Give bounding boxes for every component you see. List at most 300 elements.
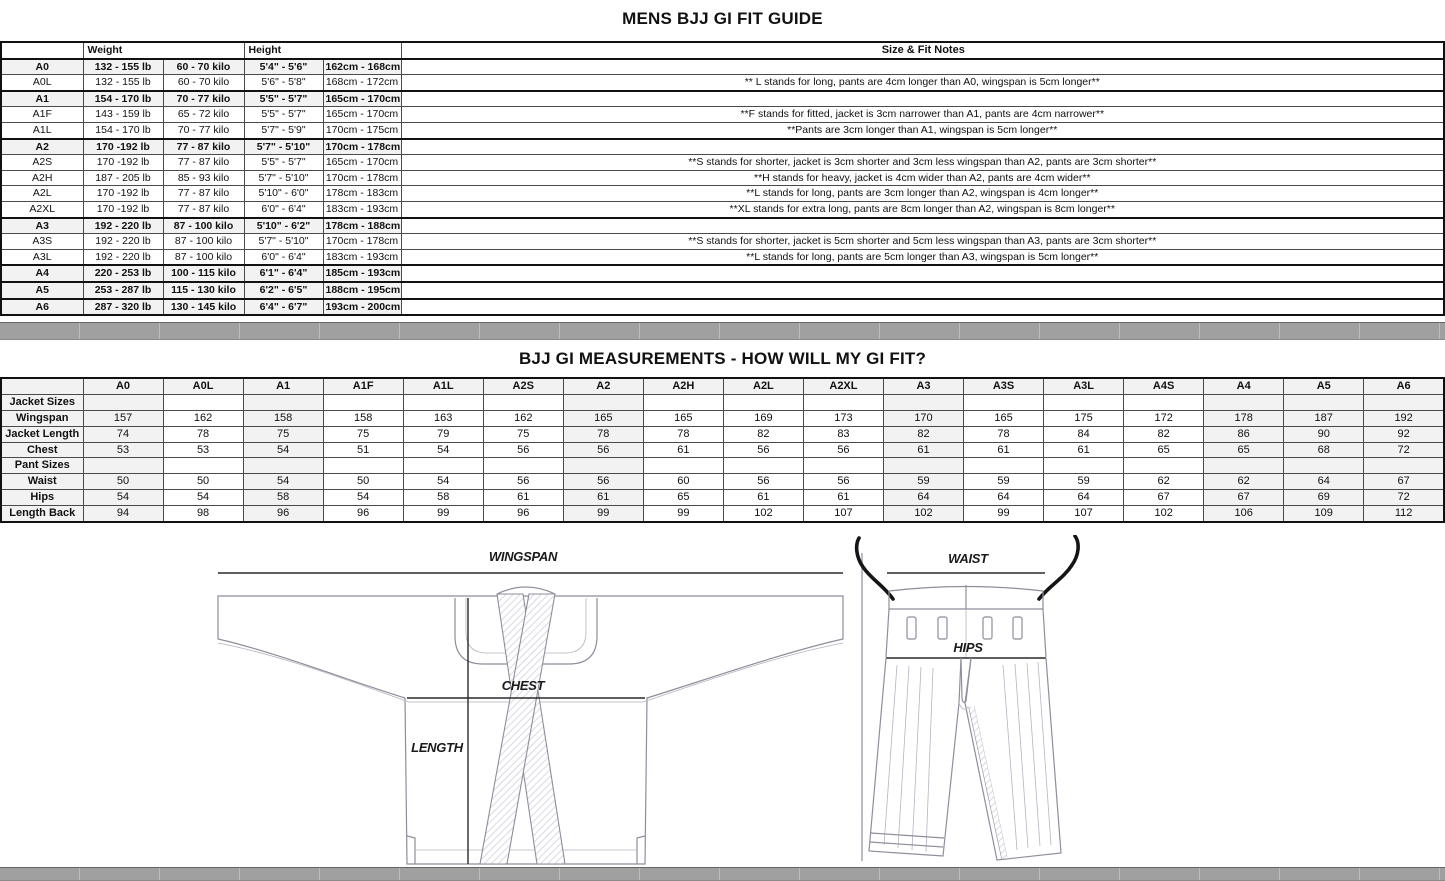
measure-cell — [643, 394, 723, 410]
size-column-header: A2L — [723, 378, 803, 394]
fit-cell-note — [401, 59, 1444, 75]
fit-guide-row — [1, 107, 1444, 123]
gi-jacket-diagram — [185, 540, 855, 870]
fit-guide-row — [1, 282, 1444, 299]
measure-cell: 84 — [1044, 426, 1124, 442]
fit-guide-row — [1, 299, 1444, 316]
fit-cell-cm: 185cm - 193cm — [323, 265, 401, 282]
fit-cell-cm: 178cm - 188cm — [323, 218, 401, 234]
measure-cell — [403, 458, 483, 474]
fit-cell-size: A2H — [1, 170, 83, 186]
measure-cell: 75 — [323, 426, 403, 442]
measure-cell: 65 — [643, 490, 723, 506]
measure-cell: 61 — [483, 490, 563, 506]
fit-cell-note — [401, 91, 1444, 107]
fit-cell-lb: 253 - 287 lb — [83, 282, 163, 299]
measure-cell — [163, 394, 243, 410]
size-column-header: A4 — [1204, 378, 1284, 394]
fit-cell-cm: 183cm - 193cm — [323, 249, 401, 265]
size-column-header: A4S — [1124, 378, 1204, 394]
measure-cell — [1044, 394, 1124, 410]
measure-cell: 96 — [323, 506, 403, 522]
fit-cell-cm: 162cm - 168cm — [323, 59, 401, 75]
right-leg-outline — [965, 658, 1061, 860]
fit-cell-note — [401, 282, 1444, 299]
notes-header: Size & Fit Notes — [401, 42, 1444, 59]
measure-row-label: Wingspan — [1, 410, 83, 426]
fit-cell-note: **L stands for long, pants are 3cm longer than A2, wingspan is 4cm longer** — [401, 186, 1444, 202]
measure-cell: 74 — [83, 426, 163, 442]
measure-cell: 62 — [1124, 474, 1204, 490]
measure-cell: 106 — [1204, 506, 1284, 522]
measure-cell: 112 — [1364, 506, 1444, 522]
measure-cell: 96 — [483, 506, 563, 522]
fit-cell-ft: 6'0" - 6'4" — [244, 201, 323, 217]
measure-cell — [883, 394, 963, 410]
fit-cell-cm: 168cm - 172cm — [323, 75, 401, 91]
fit-cell-cm: 188cm - 195cm — [323, 282, 401, 299]
measure-section-row — [1, 458, 1444, 474]
fit-cell-size: A0L — [1, 75, 83, 91]
measure-cell: 54 — [403, 442, 483, 458]
measure-cell: 165 — [964, 410, 1044, 426]
measure-cell: 173 — [803, 410, 883, 426]
measure-row — [1, 506, 1444, 522]
fit-cell-kilo: 77 - 87 kilo — [163, 201, 244, 217]
measure-cell: 60 — [643, 474, 723, 490]
measure-cell: 99 — [563, 506, 643, 522]
measure-cell — [323, 458, 403, 474]
measure-cell — [403, 394, 483, 410]
measure-cell: 59 — [883, 474, 963, 490]
fit-cell-size: A3S — [1, 234, 83, 250]
measure-cell: 62 — [1204, 474, 1284, 490]
measure-cell: 102 — [1124, 506, 1204, 522]
measure-cell: 61 — [883, 442, 963, 458]
measure-cell — [243, 394, 323, 410]
measure-cell: 56 — [723, 442, 803, 458]
fit-cell-size: A2L — [1, 186, 83, 202]
fit-cell-size: A3L — [1, 249, 83, 265]
size-column-header: A1F — [323, 378, 403, 394]
measure-cell: 54 — [403, 474, 483, 490]
measure-cell: 67 — [1364, 474, 1444, 490]
fit-guide-row — [1, 75, 1444, 91]
size-column-header: A1 — [243, 378, 323, 394]
fit-cell-ft: 5'5" - 5'7" — [244, 107, 323, 123]
fit-cell-ft: 5'5" - 5'7" — [244, 91, 323, 107]
measure-cell: 56 — [723, 474, 803, 490]
measure-cell: 56 — [483, 474, 563, 490]
measure-cell — [1124, 458, 1204, 474]
fit-cell-ft: 5'7" - 5'10" — [244, 234, 323, 250]
measure-cell — [723, 458, 803, 474]
size-column-header: A2H — [643, 378, 723, 394]
fit-cell-kilo: 77 - 87 kilo — [163, 139, 244, 155]
fit-cell-lb: 192 - 220 lb — [83, 234, 163, 250]
measurements-table — [0, 377, 1445, 523]
measure-row — [1, 474, 1444, 490]
measure-cell: 65 — [1204, 442, 1284, 458]
measure-cell: 78 — [563, 426, 643, 442]
fit-guide-row — [1, 170, 1444, 186]
fit-guide-row — [1, 249, 1444, 265]
fit-cell-kilo: 85 - 93 kilo — [163, 170, 244, 186]
measure-cell — [723, 394, 803, 410]
fit-cell-lb: 132 - 155 lb — [83, 59, 163, 75]
fit-cell-lb: 170 -192 lb — [83, 155, 163, 171]
section-divider-bar — [0, 322, 1445, 340]
size-column-header: A5 — [1284, 378, 1364, 394]
fit-guide-body — [1, 59, 1444, 316]
fit-guide-table — [0, 41, 1445, 316]
measure-cell: 61 — [723, 490, 803, 506]
measure-cell — [1204, 394, 1284, 410]
measure-cell: 82 — [723, 426, 803, 442]
measure-row — [1, 442, 1444, 458]
measure-cell: 82 — [1124, 426, 1204, 442]
fit-cell-lb: 220 - 253 lb — [83, 265, 163, 282]
fit-cell-lb: 170 -192 lb — [83, 139, 163, 155]
size-header-blank — [1, 42, 83, 59]
measure-cell: 54 — [163, 490, 243, 506]
measure-cell: 157 — [83, 410, 163, 426]
fit-cell-kilo: 130 - 145 kilo — [163, 299, 244, 316]
fit-cell-cm: 170cm - 175cm — [323, 122, 401, 138]
measure-cell: 67 — [1204, 490, 1284, 506]
hips-label: HIPS — [953, 640, 983, 655]
measure-corner-cell — [1, 378, 83, 394]
fit-guide-row — [1, 218, 1444, 234]
measure-cell — [483, 394, 563, 410]
measure-cell — [83, 394, 163, 410]
fit-cell-size: A5 — [1, 282, 83, 299]
measure-cell — [243, 458, 323, 474]
fit-cell-cm: 165cm - 170cm — [323, 91, 401, 107]
fit-cell-kilo: 87 - 100 kilo — [163, 249, 244, 265]
measure-cell: 61 — [964, 442, 1044, 458]
fit-cell-cm: 183cm - 193cm — [323, 201, 401, 217]
fit-guide-row — [1, 139, 1444, 155]
fit-guide-title: MENS BJJ GI FIT GUIDE — [622, 9, 823, 28]
measure-cell — [1284, 458, 1364, 474]
measure-cell: 158 — [243, 410, 323, 426]
fit-cell-note — [401, 139, 1444, 155]
fit-cell-size: A1F — [1, 107, 83, 123]
measure-cell: 192 — [1364, 410, 1444, 426]
fit-cell-note — [401, 218, 1444, 234]
measure-cell: 99 — [964, 506, 1044, 522]
measure-cell: 107 — [803, 506, 883, 522]
size-column-header: A1L — [403, 378, 483, 394]
fit-cell-ft: 5'6" - 5'8" — [244, 75, 323, 91]
fit-cell-lb: 143 - 159 lb — [83, 107, 163, 123]
fit-cell-ft: 6'0" - 6'4" — [244, 249, 323, 265]
fit-cell-ft: 6'1" - 6'4" — [244, 265, 323, 282]
measure-cell: 78 — [643, 426, 723, 442]
measure-cell: 56 — [563, 442, 643, 458]
measure-cell: 50 — [323, 474, 403, 490]
fit-cell-kilo: 87 - 100 kilo — [163, 234, 244, 250]
measure-cell: 59 — [1044, 474, 1124, 490]
measure-cell — [643, 458, 723, 474]
measure-row — [1, 490, 1444, 506]
measure-cell — [964, 394, 1044, 410]
fit-cell-cm: 165cm - 170cm — [323, 107, 401, 123]
fit-cell-lb: 187 - 205 lb — [83, 170, 163, 186]
fit-guide-row — [1, 59, 1444, 75]
measure-cell — [1204, 458, 1284, 474]
chest-label: CHEST — [501, 678, 545, 693]
measure-cell: 82 — [883, 426, 963, 442]
fit-cell-size: A6 — [1, 299, 83, 316]
fit-cell-ft: 5'10" - 6'0" — [244, 186, 323, 202]
fit-cell-lb: 192 - 220 lb — [83, 218, 163, 234]
fit-cell-kilo: 65 - 72 kilo — [163, 107, 244, 123]
fit-cell-kilo: 60 - 70 kilo — [163, 75, 244, 91]
gi-pants-diagram — [845, 535, 1095, 879]
fit-cell-note — [401, 299, 1444, 316]
measure-cell: 170 — [883, 410, 963, 426]
size-column-header: A3 — [883, 378, 963, 394]
measure-cell: 54 — [83, 490, 163, 506]
measure-section-row — [1, 394, 1444, 410]
measure-cell: 54 — [243, 442, 323, 458]
measure-cell: 61 — [563, 490, 643, 506]
measure-cell: 102 — [723, 506, 803, 522]
measure-cell: 162 — [163, 410, 243, 426]
fit-cell-size: A0 — [1, 59, 83, 75]
fit-cell-lb: 170 -192 lb — [83, 201, 163, 217]
measure-cell: 65 — [1124, 442, 1204, 458]
height-header: Height — [244, 42, 401, 59]
fit-guide-row — [1, 91, 1444, 107]
fit-guide-row — [1, 265, 1444, 282]
fit-cell-cm: 165cm - 170cm — [323, 155, 401, 171]
measure-cell: 90 — [1284, 426, 1364, 442]
measure-cell: 78 — [964, 426, 1044, 442]
fit-cell-size: A1L — [1, 122, 83, 138]
fit-cell-note: **F stands for fitted, jacket is 3cm narrower than A1, pants are 4cm narrower** — [401, 107, 1444, 123]
size-column-header: A2S — [483, 378, 563, 394]
fit-cell-ft: 5'7" - 5'9" — [244, 122, 323, 138]
fit-cell-note: ** L stands for long, pants are 4cm longer than A0, wingspan is 5cm longer** — [401, 75, 1444, 91]
measure-cell: 61 — [643, 442, 723, 458]
measure-cell — [1044, 458, 1124, 474]
fit-cell-lb: 154 - 170 lb — [83, 122, 163, 138]
measure-cell — [1284, 394, 1364, 410]
fit-cell-note: **Pants are 3cm longer than A1, wingspan is 5cm longer** — [401, 122, 1444, 138]
fit-cell-note: **XL stands for extra long, pants are 8cm longer than A2, wingspan is 8cm longer** — [401, 201, 1444, 217]
fit-guide-row — [1, 122, 1444, 138]
left-leg-outline — [869, 658, 961, 856]
measure-cell: 54 — [323, 490, 403, 506]
fit-cell-kilo: 70 - 77 kilo — [163, 91, 244, 107]
fit-guide-header-row — [1, 42, 1444, 59]
measure-row-label: Length Back — [1, 506, 83, 522]
measure-cell — [563, 394, 643, 410]
measure-cell: 99 — [403, 506, 483, 522]
fit-cell-size: A1 — [1, 91, 83, 107]
fit-cell-kilo: 100 - 115 kilo — [163, 265, 244, 282]
measure-cell: 158 — [323, 410, 403, 426]
size-column-header: A0L — [163, 378, 243, 394]
measure-row-label: Hips — [1, 490, 83, 506]
size-column-header: A3L — [1044, 378, 1124, 394]
measure-cell: 64 — [1284, 474, 1364, 490]
size-column-header: A3S — [964, 378, 1044, 394]
measure-cell — [1364, 458, 1444, 474]
fit-cell-ft: 5'7" - 5'10" — [244, 170, 323, 186]
belt-loop — [907, 617, 916, 639]
measure-cell: 94 — [83, 506, 163, 522]
measure-cell: 51 — [323, 442, 403, 458]
measure-cell: 165 — [643, 410, 723, 426]
fit-cell-lb: 287 - 320 lb — [83, 299, 163, 316]
measure-cell — [323, 394, 403, 410]
measure-cell: 175 — [1044, 410, 1124, 426]
fit-cell-kilo: 60 - 70 kilo — [163, 59, 244, 75]
measure-cell: 99 — [643, 506, 723, 522]
measure-cell — [83, 458, 163, 474]
measure-row-label: Jacket Sizes — [1, 394, 83, 410]
measure-cell: 98 — [163, 506, 243, 522]
measure-cell: 169 — [723, 410, 803, 426]
measure-cell: 61 — [1044, 442, 1124, 458]
size-column-header: A0 — [83, 378, 163, 394]
measure-body — [1, 394, 1444, 522]
measure-cell: 50 — [83, 474, 163, 490]
fit-cell-note: **H stands for heavy, jacket is 4cm wider than A2, pants are 4cm wider** — [401, 170, 1444, 186]
measure-cell — [163, 458, 243, 474]
measure-cell: 50 — [163, 474, 243, 490]
measure-cell: 163 — [403, 410, 483, 426]
fit-cell-cm: 170cm - 178cm — [323, 170, 401, 186]
measure-cell — [803, 458, 883, 474]
measure-cell: 59 — [964, 474, 1044, 490]
fit-cell-lb: 192 - 220 lb — [83, 249, 163, 265]
measure-cell: 56 — [563, 474, 643, 490]
measure-cell: 56 — [483, 442, 563, 458]
fit-cell-kilo: 77 - 87 kilo — [163, 186, 244, 202]
fit-cell-ft: 5'7" - 5'10" — [244, 139, 323, 155]
fit-cell-ft: 5'4" - 5'6" — [244, 59, 323, 75]
measure-cell: 75 — [483, 426, 563, 442]
measure-row-label: Waist — [1, 474, 83, 490]
weight-header: Weight — [83, 42, 244, 59]
measure-cell: 56 — [803, 474, 883, 490]
measure-row-label: Chest — [1, 442, 83, 458]
fit-cell-ft: 6'4" - 6'7" — [244, 299, 323, 316]
fit-cell-note: **S stands for shorter, jacket is 5cm shorter and 5cm less wingspan than A3, pants are 3cm shorter** — [401, 234, 1444, 250]
fit-cell-cm: 193cm - 200cm — [323, 299, 401, 316]
measure-cell: 109 — [1284, 506, 1364, 522]
measure-cell — [803, 394, 883, 410]
drawstring-right — [1039, 536, 1078, 599]
measure-cell: 92 — [1364, 426, 1444, 442]
measure-cell: 107 — [1044, 506, 1124, 522]
measure-cell: 78 — [163, 426, 243, 442]
measure-header-row — [1, 378, 1444, 394]
measure-cell: 58 — [403, 490, 483, 506]
measure-cell: 64 — [883, 490, 963, 506]
fit-cell-ft: 5'10" - 6'2" — [244, 218, 323, 234]
measure-cell: 165 — [563, 410, 643, 426]
fit-cell-kilo: 115 - 130 kilo — [163, 282, 244, 299]
measure-cell: 54 — [243, 474, 323, 490]
fit-cell-kilo: 70 - 77 kilo — [163, 122, 244, 138]
fit-cell-cm: 170cm - 178cm — [323, 234, 401, 250]
measure-cell — [1364, 394, 1444, 410]
fit-cell-ft: 5'5" - 5'7" — [244, 155, 323, 171]
measure-cell: 68 — [1284, 442, 1364, 458]
fit-guide-row — [1, 234, 1444, 250]
measure-cell: 69 — [1284, 490, 1364, 506]
fit-cell-note — [401, 265, 1444, 282]
measure-cell — [883, 458, 963, 474]
fit-cell-note: **S stands for shorter, jacket is 3cm shorter and 3cm less wingspan than A2, pants are 3cm shorter** — [401, 155, 1444, 171]
size-column-header: A2XL — [803, 378, 883, 394]
measure-cell — [1124, 394, 1204, 410]
fit-cell-kilo: 87 - 100 kilo — [163, 218, 244, 234]
measure-row — [1, 426, 1444, 442]
fit-guide-row — [1, 201, 1444, 217]
measure-cell: 79 — [403, 426, 483, 442]
measure-cell: 56 — [803, 442, 883, 458]
measure-cell: 58 — [243, 490, 323, 506]
size-column-header: A6 — [1364, 378, 1444, 394]
fit-cell-lb: 154 - 170 lb — [83, 91, 163, 107]
belt-loop — [983, 617, 992, 639]
size-column-header: A2 — [563, 378, 643, 394]
fit-cell-kilo: 77 - 87 kilo — [163, 155, 244, 171]
measure-cell: 64 — [964, 490, 1044, 506]
fit-cell-size: A3 — [1, 218, 83, 234]
measure-cell: 53 — [163, 442, 243, 458]
fit-cell-note: **L stands for long, pants are 5cm longer than A3, wingspan is 5cm longer** — [401, 249, 1444, 265]
measure-cell: 75 — [243, 426, 323, 442]
waist-label: WAIST — [948, 551, 988, 566]
measure-cell: 187 — [1284, 410, 1364, 426]
measure-cell: 72 — [1364, 442, 1444, 458]
fit-cell-size: A2 — [1, 139, 83, 155]
fit-cell-size: A2S — [1, 155, 83, 171]
measure-cell: 96 — [243, 506, 323, 522]
measure-cell — [964, 458, 1044, 474]
fit-cell-ft: 6'2" - 6'5" — [244, 282, 323, 299]
measure-cell: 172 — [1124, 410, 1204, 426]
measure-cell: 64 — [1044, 490, 1124, 506]
fit-cell-lb: 132 - 155 lb — [83, 75, 163, 91]
fit-guide-row — [1, 155, 1444, 171]
belt-loop — [1013, 617, 1022, 639]
fit-cell-size: A2XL — [1, 201, 83, 217]
measure-cell: 178 — [1204, 410, 1284, 426]
fit-cell-cm: 170cm - 178cm — [323, 139, 401, 155]
measure-cell: 83 — [803, 426, 883, 442]
measure-cell: 86 — [1204, 426, 1284, 442]
fit-cell-cm: 178cm - 183cm — [323, 186, 401, 202]
measure-cell: 162 — [483, 410, 563, 426]
measure-cell: 53 — [83, 442, 163, 458]
length-label: LENGTH — [411, 740, 463, 755]
measure-cell — [563, 458, 643, 474]
measurements-title: BJJ GI MEASUREMENTS - HOW WILL MY GI FIT? — [518, 349, 927, 368]
fit-guide-row — [1, 186, 1444, 202]
measure-cell: 67 — [1124, 490, 1204, 506]
fit-cell-lb: 170 -192 lb — [83, 186, 163, 202]
measure-row-label: Jacket Length — [1, 426, 83, 442]
